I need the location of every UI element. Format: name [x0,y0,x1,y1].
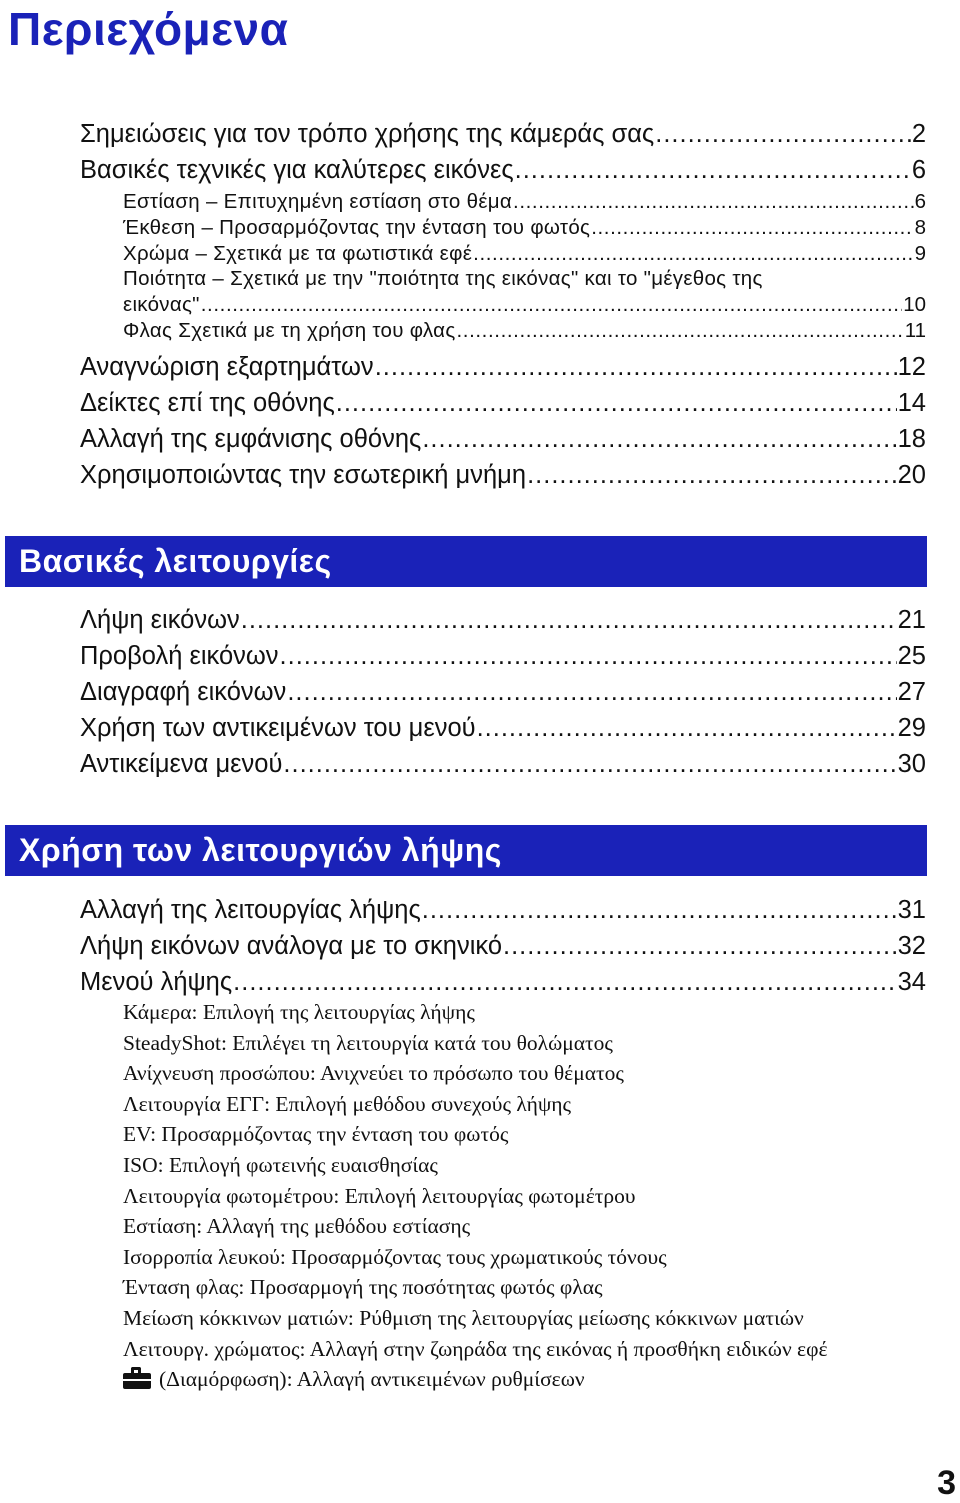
toc-entry-title: Εστίαση – Επιτυχημένη εστίαση στο θέμα [123,190,513,213]
toc-section2 [80,892,926,1000]
dot-leader [477,710,897,746]
section-header-shooting-functions: Χρήση των λειτουργιών λήψης [5,825,927,876]
toc-entry-page: 6 [914,190,926,213]
toc-entry-title: Φλας Σχετικά με τη χρήση του φλας [123,318,456,342]
toc-entry[interactable] [80,964,926,1000]
toc-entry-title: Αλλαγή της λειτουργίας λήψης [80,896,421,924]
toc-main [80,349,926,493]
toc-entry-page: 14 [897,389,926,417]
toc-entry-title: Λήψη εικόνων ανάλογα με το σκηνικό [80,932,502,960]
toc-entry-page: 8 [914,215,926,239]
dot-leader [591,215,913,241]
toc-entry-title: Προβολή εικόνων [80,642,279,670]
toc-entry-page: 30 [897,750,926,778]
toc-sub-entry[interactable] [80,318,926,344]
dot-leader [515,152,911,188]
toc-entry-page: 25 [897,642,926,670]
dot-leader [655,116,911,152]
toc-entry-title: Έκθεση – Προσαρμόζοντας την ένταση του φωτός [123,215,591,239]
menu-item-ev[interactable]: EV: Προσαρμόζοντας την ένταση του φωτός [123,1122,509,1147]
toc-entry-title: Χρώμα – Σχετικά με τα φωτιστικά εφέ [123,241,473,265]
toc-section1 [80,602,926,782]
menu-item-white-balance[interactable]: Ισορροπία λευκού: Προσαρμόζοντας τους χρωματικούς τόνους [123,1244,667,1269]
toc-basic-sub [80,189,926,344]
toc-entry[interactable] [80,674,926,710]
toc-entry-page: 20 [897,461,926,489]
toc-entry[interactable] [80,152,926,188]
toc-entry-title: Διαγραφή εικόνων [80,678,287,706]
dot-leader [233,964,896,1000]
toc-entry-page: 32 [897,932,926,960]
toc-entry-title: Χρήση των αντικειμένων του μενού [80,714,476,742]
menu-item-iso[interactable]: ISO: Επιλογή φωτεινής ευαισθησίας [123,1152,438,1177]
dot-leader [241,602,897,638]
toc-entry-page: 34 [897,968,926,996]
toc-entry-title: Μενού λήψης [80,968,233,996]
dot-leader [201,292,902,318]
menu-item-color-mode[interactable]: Λειτουργ. χρώματος: Αλλαγή στην ζωηράδα της εικόνας ή προσθήκη ειδικών εφέ [123,1336,828,1361]
toc-sub-entry-line1[interactable]: Ποιότητα – Σχετικά με την "ποιότητα της εικόνας" και το "μέγεθος της [123,267,763,291]
dot-leader [336,385,897,421]
toc-entry-title: Αναγνώριση εξαρτημάτων [80,353,374,381]
toc-entry-title: εικόνας" [123,293,200,317]
toc-entry-page: 9 [914,241,926,265]
dot-leader [280,638,897,674]
toc-entry-page: 21 [897,606,926,634]
page-number: 3 [937,1464,956,1502]
toc-entry[interactable] [80,385,926,421]
menu-item-camera[interactable]: Κάμερα: Επιλογή της λειτουργίας λήψης [123,1000,475,1024]
toc-sub-entry[interactable] [80,241,926,267]
toc-entry-title: Βασικές τεχνικές για καλύτερες εικόνες [80,156,514,184]
dot-leader [457,318,904,344]
toc-entry[interactable] [80,421,926,457]
menu-item-red-eye[interactable]: Μείωση κόκκινων ματιών: Ρύθμιση της λειτουργίας μείωσης κόκκινων ματιών [123,1305,804,1330]
toc-entry-page: 27 [897,678,926,706]
dot-leader [283,746,896,782]
setup-item-label: (Διαμόρφωση): Αλλαγή αντικειμένων ρυθμίσεων [159,1367,585,1392]
dot-leader [527,457,897,493]
toc-sub-entry[interactable] [80,292,926,318]
menu-item-focus[interactable]: Εστίαση: Αλλαγή της μεθόδου εστίασης [123,1214,471,1239]
toc-entry-page: 2 [911,120,926,148]
menu-item-steadyshot[interactable]: SteadyShot: Επιλέγει τη λειτουργία κατά του θολώματος [123,1030,613,1055]
toc-entry[interactable] [80,349,926,385]
menu-item-metering[interactable]: Λειτουργία φωτομέτρου: Επιλογή λειτουργίας φωτομέτρου [123,1183,636,1208]
toc-entry-title: Σημειώσεις για τον τρόπο χρήσης της κάμεράς σας [80,120,655,148]
section-header-basic-operations: Βασικές λειτουργίες [5,536,927,587]
toc-entry[interactable] [80,116,926,152]
toc-entry-page: 10 [903,293,926,317]
menu-item-burst-mode[interactable]: Λειτουργία ΕΓΓ: Επιλογή μεθόδου συνεχούς λήψης [123,1091,572,1116]
toc-entry-title: Αντικείμενα μενού [80,750,283,778]
toc-entry-page: 12 [897,353,926,381]
toc-entry-page: 6 [911,156,926,184]
dot-leader [422,892,897,928]
dot-leader [375,349,897,385]
toc-sub-entry[interactable] [80,189,926,215]
toc-entry-title: Λήψη εικόνων [80,606,240,634]
toc-intro [80,116,926,188]
toc-entry-page: 31 [897,896,926,924]
toc-sub-entry[interactable] [80,215,926,241]
toc-entry[interactable] [80,892,926,928]
menu-item-flash-level[interactable]: Ένταση φλας: Προσαρμογή της ποσότητας φωτός φλας [123,1275,603,1300]
toc-entry-page: 29 [897,714,926,742]
dot-leader [473,241,913,267]
toc-entry-title: Δείκτες επί της οθόνης [80,389,335,417]
menu-item-face-detection[interactable]: Ανίχνευση προσώπου: Ανιχνεύει το πρόσωπο του θέματος [123,1061,624,1086]
toc-entry[interactable] [80,746,926,782]
toc-entry[interactable] [80,710,926,746]
toc-entry[interactable] [80,457,926,493]
dot-leader [287,674,896,710]
dot-leader [503,928,897,964]
toc-entry[interactable] [80,928,926,964]
toc-entry[interactable] [80,638,926,674]
toc-entry[interactable] [80,602,926,638]
toolbox-icon [123,1367,151,1389]
toc-entry-page: 11 [904,318,926,342]
dot-leader [513,189,914,215]
toc-entry-title: Χρησιμοποιώντας την εσωτερική μνήμη [80,461,527,489]
dot-leader [422,421,896,457]
menu-item-setup[interactable] [123,1364,923,1395]
shooting-menu-items [123,997,923,1395]
toc-entry-title: Αλλαγή της εμφάνισης οθόνης [80,425,422,453]
page-title: Περιεχόμενα [8,3,289,55]
toc-entry-page: 18 [897,425,926,453]
